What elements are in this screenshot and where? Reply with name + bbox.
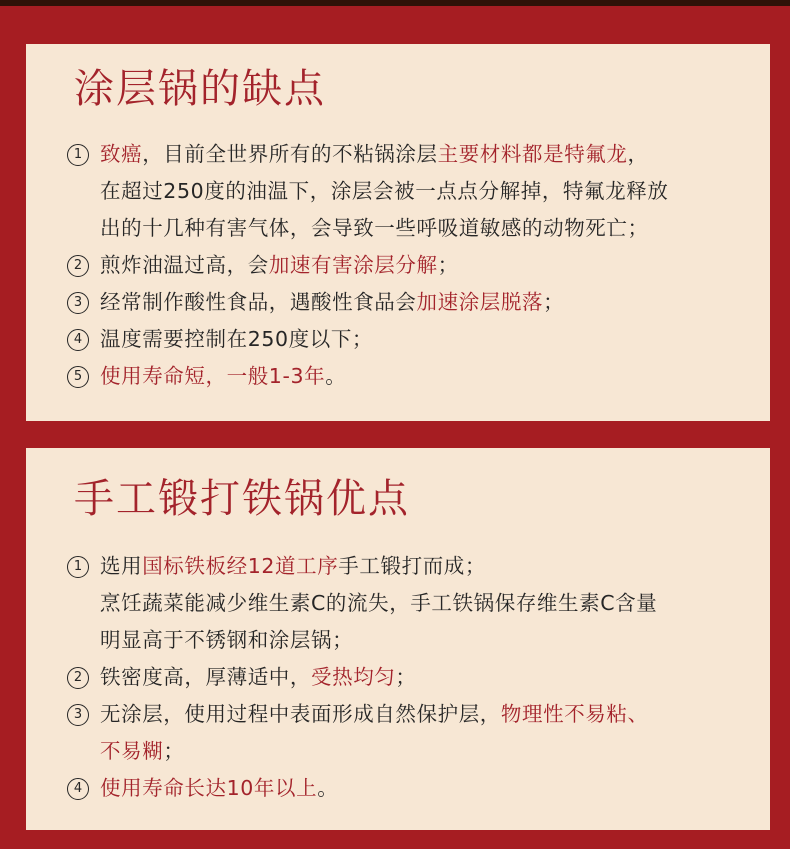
highlighted-text: 加速有害涂层分解 [268,253,438,277]
item-number: 5 [67,366,89,388]
item-text: 在超过250度的油温下，涂层会被一点点分解掉，特氟龙释放 [100,179,669,203]
item-text-line [100,696,750,733]
item-text: ； [395,665,417,689]
item-text: 铁密度高，厚薄适中， [100,665,311,689]
item-text: ， [627,142,649,166]
highlighted-text: 受热均匀 [311,665,396,689]
item-number: 3 [67,704,89,726]
item-number: 4 [67,778,89,800]
item-text-line [100,136,750,173]
item-text: ，目前全世界所有的不粘锅涂层 [142,142,438,166]
item-text: 。 [317,776,339,800]
circled-number-icon [66,696,90,733]
item-text: 出的十几种有害气体，会导致一些呼吸道敏感的动物死亡； [100,216,649,240]
highlighted-text: 使用寿命短，一般1-3年 [100,364,326,388]
list-item [66,321,750,358]
item-text: 烹饪蔬菜能减少维生素C的流失，手工铁锅保存维生素C含量 [100,591,658,615]
item-list [66,548,750,807]
list-item [66,358,750,395]
top-border-strip [0,0,790,6]
item-text-line [100,622,750,659]
highlighted-text: 致癌 [100,142,143,166]
item-text: ； [437,253,459,277]
item-text-line [100,585,750,622]
item-text: ； [543,290,565,314]
highlighted-text: 加速涂层脱落 [416,290,544,314]
item-text-line [100,210,750,247]
item-text: 无涂层，使用过程中表面形成自然保护层， [100,702,501,726]
item-text-line [100,284,750,321]
list-item [66,659,750,696]
item-text: 手工锻打而成； [338,554,486,578]
item-number: 4 [67,329,89,351]
list-item [66,136,750,247]
item-text-line [100,358,750,395]
list-item [66,284,750,321]
item-text-line [100,173,750,210]
item-number: 1 [67,556,89,578]
list-item [66,247,750,284]
item-text-line [100,659,750,696]
item-text-line [100,321,750,358]
highlighted-text: 使用寿命长达10年以上 [100,776,318,800]
item-text: 经常制作酸性食品，遇酸性食品会 [100,290,417,314]
circled-number-icon [66,659,90,696]
item-text: 温度需要控制在250度以下； [100,327,374,351]
item-text: 选用 [100,554,143,578]
highlighted-text: 主要材料都是特氟龙 [437,142,628,166]
item-text-line [100,770,750,807]
circled-number-icon [66,136,90,173]
item-text-line [100,733,750,770]
section-forged-iron-pan-advantages [26,448,770,830]
highlighted-text: 不易糊 [100,739,164,763]
circled-number-icon [66,548,90,585]
circled-number-icon [66,358,90,395]
item-text: 明显高于不锈钢和涂层锅； [100,628,354,652]
circled-number-icon [66,321,90,358]
item-number: 3 [67,292,89,314]
list-item [66,770,750,807]
circled-number-icon [66,284,90,321]
item-list [66,136,750,395]
item-text-line [100,247,750,284]
highlighted-text: 国标铁板经12道工序 [142,554,339,578]
section-title: 手工锻打铁锅优点 [74,476,410,522]
list-item [66,696,750,770]
item-text: ； [163,739,185,763]
item-text: 。 [325,364,347,388]
circled-number-icon [66,247,90,284]
item-number: 2 [67,667,89,689]
circled-number-icon [66,770,90,807]
section-title: 涂层锅的缺点 [74,66,326,112]
item-number: 1 [67,144,89,166]
item-number: 2 [67,255,89,277]
item-text: 煎炸油温过高，会 [100,253,269,277]
item-text-line [100,548,750,585]
list-item [66,548,750,659]
section-coated-pan-drawbacks [26,44,770,421]
highlighted-text: 物理性不易粘、 [500,702,649,726]
